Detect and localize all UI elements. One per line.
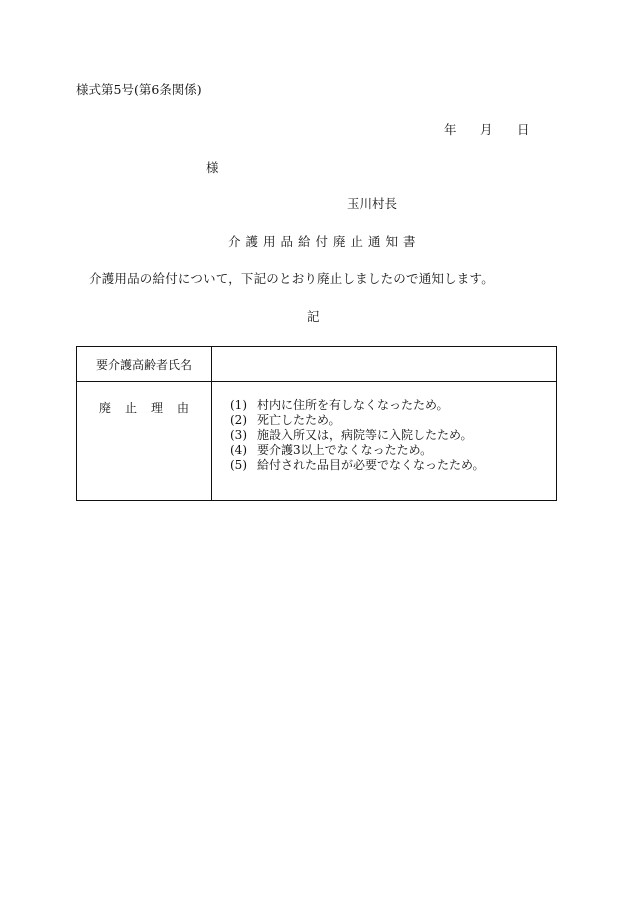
- elder-name-value: [212, 347, 557, 382]
- document-title: 介護用品給付廃止通知書: [228, 234, 421, 249]
- date-line: [444, 124, 534, 138]
- table-row-elder-name: [77, 347, 557, 382]
- details-table: [76, 346, 557, 501]
- addressee-honorific: 様: [206, 160, 219, 175]
- table-row-reason: [77, 382, 557, 501]
- reason-text: 死亡したため。: [257, 413, 341, 427]
- reason-item: [230, 398, 556, 413]
- reason-item: [230, 428, 556, 443]
- reason-number: (4): [230, 443, 247, 457]
- reason-label-cell: [77, 382, 212, 501]
- reason-text: 要介護3以上でなくなったため。: [257, 443, 433, 457]
- reason-list: [212, 382, 556, 473]
- reason-item: [230, 443, 556, 458]
- reason-number: (1): [230, 398, 247, 412]
- reason-item: [230, 413, 556, 428]
- form-number-label: 様式第5号(第6条関係): [76, 82, 202, 97]
- ki-heading: 記: [307, 309, 320, 324]
- reason-text: 給付された品目が必要でなくなったため。: [257, 458, 485, 472]
- reason-label: 廃止理由: [98, 401, 203, 415]
- date-month-label: 月: [480, 122, 493, 137]
- reason-item: [230, 458, 556, 473]
- reason-text: 村内に住所を有しなくなったため。: [257, 398, 449, 412]
- reason-list-cell: [212, 382, 557, 501]
- reason-number: (5): [230, 458, 247, 472]
- reason-number: (2): [230, 413, 247, 427]
- notice-body-text: 介護用品の給付について，下記のとおり廃止しましたので通知します。: [89, 271, 494, 286]
- reason-number: (3): [230, 428, 247, 442]
- date-year-label: 年: [444, 122, 457, 137]
- reason-text: 施設入所又は，病院等に入院したため。: [257, 428, 473, 442]
- date-day-label: 日: [517, 122, 530, 137]
- sender-name: 玉川村長: [347, 196, 398, 211]
- elder-name-label: 要介護高齢者氏名: [77, 347, 212, 382]
